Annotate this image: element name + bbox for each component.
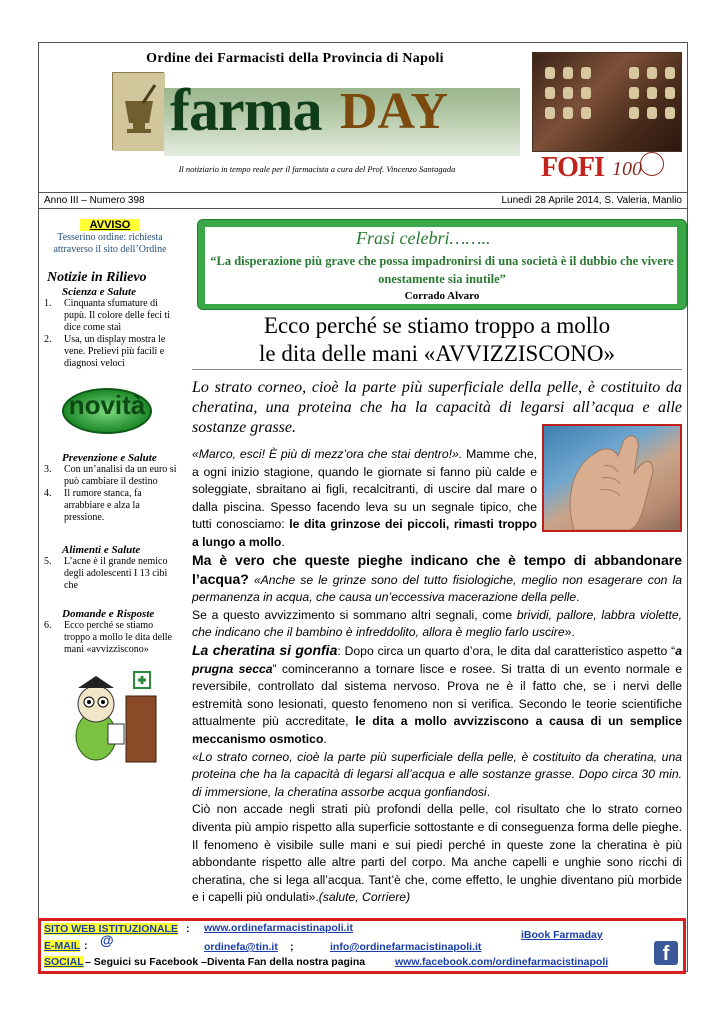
item-number: 6. — [44, 620, 52, 631]
social-text: – Seguici su Facebook –Diventa Fan della nostra pagina — [85, 956, 366, 968]
issue-bar — [38, 192, 688, 209]
issue-date: Lunedì 28 Aprile 2014, S. Valeria, Manlio — [501, 195, 682, 206]
p6-text: Ciò non accade negli strati più profondi della pelle, col risultato che lo strato corneo diventa più ampio rispetto alla superficie sottostante e di conseguenza forma delle pieghe. Il fenomeno è visibile sulle mani e sui piedi perché in queste zone la cheratina è più abbondante rispetto alle altre parti del corpo. Ma anche capelli e unghie sono ricchi di cheratina, che si lega all’acqua. Tant’è che, come effetto, le unghie diventano più morbide e i capelli più ondulati». — [192, 802, 682, 905]
sito-colon: : — [186, 923, 190, 935]
p5-end: . — [486, 784, 491, 799]
item-number: 4. — [44, 488, 52, 499]
item-number: 3. — [44, 464, 52, 475]
p2-end: . — [576, 590, 580, 605]
sidebar — [40, 216, 180, 766]
article-lead: Lo strato corneo, cioè la parte più superficiale della pelle, è costituito da cheratina, una proteina che ha la capacità di legarsi all’acqua e alle sostanze grasse. — [192, 379, 682, 436]
item-text: Cinquanta sfumature di pupù. Il colore delle feci ti dice come stai — [64, 298, 171, 333]
news-list — [40, 464, 180, 524]
sito-label: SITO WEB ISTITUZIONALE — [44, 923, 178, 935]
avviso-text: Tesserino ordine: richiesta attraverso il sito dell’Ordine — [53, 232, 167, 255]
p3-text: Se a questo avvizzimento si sommano altri segnali, come — [192, 607, 517, 622]
ibook-link[interactable]: iBook Farmaday — [521, 929, 603, 941]
item-text: Ecco perché se stiamo troppo a mollo le dita delle mani «avvizziscono» — [64, 620, 173, 655]
seal-icon — [640, 152, 664, 176]
section-title: Scienza e Salute — [62, 286, 136, 298]
quote-title: Frasi celebri…….. — [356, 228, 491, 248]
item-text: L’acne è il grande nemico degli adolescenti I 13 cibi che — [64, 556, 168, 591]
sito-link[interactable]: www.ordinefarmacistinapoli.it — [204, 922, 353, 934]
list-item[interactable] — [40, 298, 180, 334]
quote-author: Corrado Alvaro — [404, 290, 480, 302]
news-list — [40, 620, 180, 656]
p4-bold-italic: a prugna secca — [192, 643, 682, 676]
p4-text: : Dopo circa un quarto d’ora, le dita dal caratteristico aspetto “ — [337, 643, 676, 658]
p4-bold: le dita a mollo avvizziscono a causa di un semplice meccanismo osmotico — [192, 714, 682, 746]
mascot-pharmacist-icon — [64, 666, 164, 766]
fofi-100: 100 — [612, 158, 642, 180]
headline-rule — [192, 369, 682, 370]
item-number: 5. — [44, 556, 52, 567]
p1-quote: «Marco, esci! È più di mezz’ora che stai dentro!». — [192, 447, 463, 461]
subheading-cheratina: La cheratina si gonfia — [192, 641, 338, 658]
p5-italic: «Lo strato corneo, cioè la parte più superficiale della pelle, è costituito da cheratina, una proteina che ha la capacità di legarsi all’acqua e alle sostanze grasse. Dopo circa 30 min. di immersione, la cheratina assorbe acqua gonfiandosi — [192, 749, 682, 799]
subheading-acqua: Ma è vero che queste pieghe indicano che è tempo di abbandonare l’acqua? — [192, 552, 682, 587]
wrinkled-hand-photo — [542, 424, 682, 532]
p4-end: . — [323, 731, 327, 746]
facebook-icon[interactable]: f — [654, 941, 678, 965]
at-sign-icon: @ — [100, 932, 114, 948]
item-text: Il rumore stanca, fa arrabbiare e alza la pressione. — [64, 488, 142, 523]
article-body-main — [192, 552, 682, 907]
p1-text: Mamme che, a ogni inizio stagione, quando le giornate si fanno più calde e soleggiate, sbraitano ai figli, recalcitranti, di uscire dal mare o dalla piscina. Spesso facendo leva su un segnale tipico, che tutti conosciamo: — [192, 447, 537, 532]
avviso-title[interactable]: AVVISO — [80, 219, 140, 231]
headline-line-2: le dita delle mani «AVVIZZISCONO» — [258, 341, 616, 366]
item-text: Usa, un display mostra le vene. Prelievi più facili e diagnosi veloci — [64, 334, 166, 369]
email-link-1[interactable]: ordinefa@tin.it — [204, 941, 278, 953]
pharmacy-photo — [532, 52, 682, 152]
news-list — [40, 556, 180, 592]
news-list — [40, 298, 180, 370]
list-item[interactable] — [40, 620, 180, 656]
list-item[interactable] — [40, 334, 180, 370]
p6-source: (salute, Corriere) — [318, 890, 411, 905]
p2-italic: «Anche se le grinze sono del tutto fisiologiche, meglio non esagerare con la permanenza in acqua, che causa un’eccessiva macerazione della pelle — [192, 572, 682, 605]
mortar-logo-icon — [112, 72, 164, 150]
section-title: Domande e Risposte — [62, 608, 155, 620]
tagline: Il notiziario in tempo reale per il farmacista a cura del Prof. Vincenzo Santagada — [178, 164, 456, 174]
list-item[interactable] — [40, 556, 180, 592]
item-number: 1. — [44, 298, 52, 309]
section-title: Alimenti e Salute — [62, 544, 141, 556]
social-label: SOCIAL — [44, 956, 84, 968]
quote-text: “La disperazione più grave che possa impadronirsi di una società è il dubbio che vivere onestamente sia inutile” — [210, 254, 674, 286]
email-colon: : — [84, 940, 88, 952]
novita-badge — [62, 380, 152, 438]
novita-label: novità — [68, 390, 146, 420]
logo-day: DAY — [340, 83, 448, 140]
email-separator: ; — [290, 941, 294, 953]
logo-farma: farma — [170, 77, 322, 143]
article-body-top — [192, 446, 537, 552]
email-link-2[interactable]: info@ordinefarmacistinapoli.it — [330, 941, 482, 953]
section-title: Prevenzione e Salute — [62, 452, 157, 464]
list-item[interactable] — [40, 488, 180, 524]
article-headline — [192, 312, 682, 368]
list-item[interactable] — [40, 464, 180, 488]
facebook-link[interactable]: www.facebook.com/ordinefarmacistinapoli — [395, 956, 609, 968]
item-text: Con un’analisi da un euro si può cambiare il destino — [64, 464, 177, 487]
p3-end: ». — [564, 625, 575, 640]
headline-line-1: Ecco perché se stiamo troppo a mollo — [263, 313, 611, 338]
org-title: Ordine dei Farmacisti della Provincia di Napoli — [146, 51, 444, 66]
fofi-logo: FOFI — [541, 152, 604, 183]
p4-text-2: ” cominceranno a tornare lisce e rosee. Si tratta di un evento normale e reversibile, controllato dal sistema nervoso. Prova ne è il fatto che, se i nervi delle estremità sono lesionati, questo fenomeno non si verifica. Secondo le teorie scientifiche attualmente più accreditate, — [192, 661, 683, 729]
issue-number: Anno III – Numero 398 — [44, 195, 145, 206]
notizie-title: Notizie in Rilievo — [47, 270, 147, 285]
email-label: E-MAIL — [44, 940, 81, 952]
p1-bold: le dita grinzose dei piccoli, rimasti troppo a lungo a mollo — [192, 517, 537, 549]
item-number: 2. — [44, 334, 52, 345]
p1-end: . — [281, 534, 285, 549]
p3-italic: brividi, pallore, labbra violette, che indicano che il bambino è infreddolito, allora è meglio farlo uscire — [192, 607, 682, 640]
